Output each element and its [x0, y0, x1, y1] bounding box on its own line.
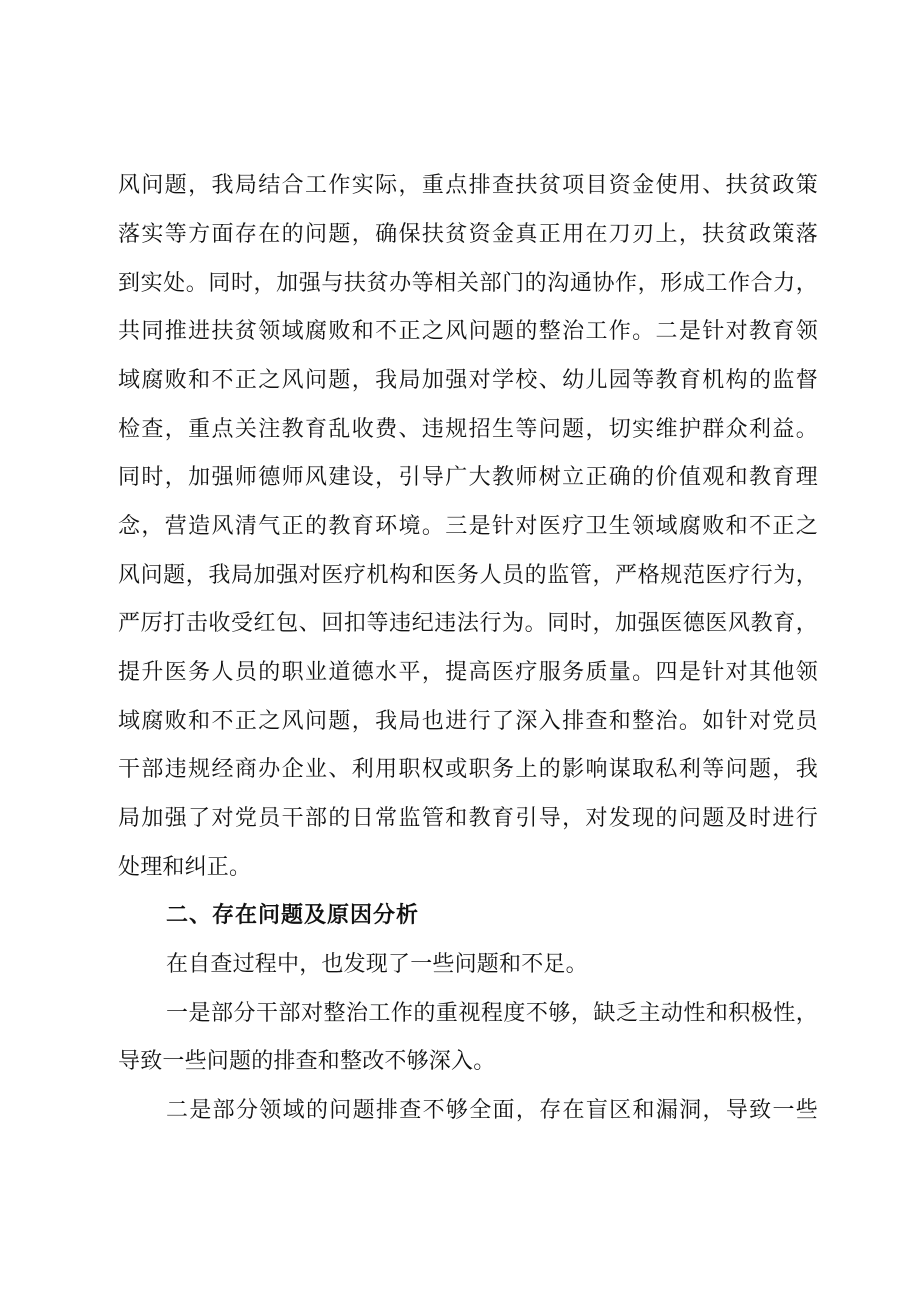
- body-line-4: 共同推进扶贫领域腐败和不正之风问题的整治工作。二是针对教育领: [118, 319, 818, 344]
- intro-line: 在自查过程中，也发现了一些问题和不足。: [166, 952, 588, 977]
- body-line-11: 提升医务人员的职业道德水平，提高医疗服务质量。四是针对其他领: [118, 660, 818, 685]
- body-line-5: 域腐败和不正之风问题，我局加强对学校、幼儿园等教育机构的监督: [118, 368, 818, 393]
- body-line-13: 干部违规经商办企业、利用职权或职务上的影响谋取私利等问题，我: [118, 757, 818, 782]
- body-line-7: 同时，加强师德师风建设，引导广大教师树立正确的价值观和教育理: [118, 465, 818, 490]
- body-line-1: 风问题，我局结合工作实际，重点排查扶贫项目资金使用、扶贫政策: [118, 173, 818, 198]
- body-line-6: 检查，重点关注教育乱收费、违规招生等问题，切实维护群众利益。: [118, 417, 818, 442]
- problem-1-line-1: 一是部分干部对整治工作的重视程度不够，缺乏主动性和积极性，: [166, 1001, 818, 1026]
- body-line-14: 局加强了对党员干部的日常监管和教育引导，对发现的问题及时进行: [118, 806, 818, 831]
- body-line-12: 域腐败和不正之风问题，我局也进行了深入排查和整治。如针对党员: [118, 709, 818, 734]
- body-line-3: 到实处。同时，加强与扶贫办等相关部门的沟通协作，形成工作合力，: [118, 271, 818, 296]
- section-heading: 二、存在问题及原因分析: [166, 903, 420, 928]
- body-line-15: 处理和纠正。: [118, 855, 252, 880]
- body-line-2: 落实等方面存在的问题，确保扶贫资金真正用在刀刃上，扶贫政策落: [118, 222, 818, 247]
- body-line-8: 念，营造风清气正的教育环境。三是针对医疗卫生领域腐败和不正之: [118, 514, 818, 539]
- body-line-10: 严厉打击收受红包、回扣等违纪违法行为。同时，加强医德医风教育，: [118, 611, 818, 636]
- problem-1-line-2: 导致一些问题的排查和整改不够深入。: [118, 1049, 496, 1074]
- body-line-9: 风问题，我局加强对医疗机构和医务人员的监管，严格规范医疗行为，: [118, 563, 818, 588]
- problem-2-line-1: 二是部分领域的问题排查不够全面，存在盲区和漏洞，导致一些: [166, 1098, 818, 1123]
